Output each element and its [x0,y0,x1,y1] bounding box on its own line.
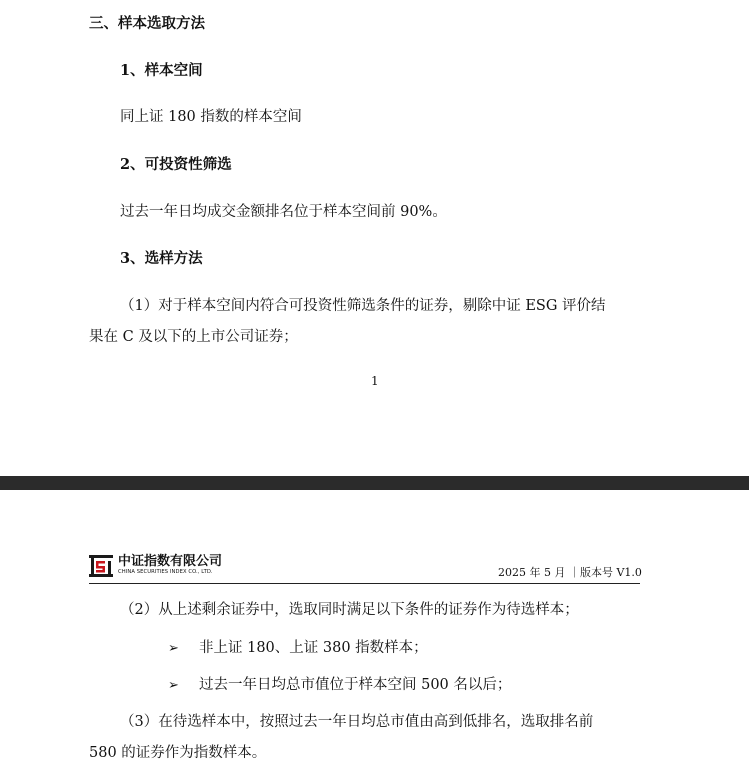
bullet-arrow-icon: ➢ [168,678,179,693]
step1-text-line2: 果在 C 及以下的上市公司证券； [89,329,298,345]
version-info: 2025 年 5 月 ｜版本号 V1.0 [498,566,642,579]
csi-logo-icon [89,555,113,577]
bullet-item-2: 过去一年日均总市值位于样本空间 500 名以后； [199,677,512,693]
sample-space-text: 同上证 180 指数的样本空间 [120,109,302,125]
step1-text-line1: （1）对于样本空间内符合可投资性筛选条件的证券，剔除中证 ESG 评价结 [120,298,606,314]
page-separator [0,476,749,490]
step2-text: （2）从上述剩余证券中，选取同时满足以下条件的证券作为待选样本； [120,602,579,618]
bullet-item-1: 非上证 180、上证 380 指数样本； [199,640,428,656]
logo-chinese-name: 中证指数有限公司 [118,554,223,569]
subsection-title-sample-space: 1、样本空间 [120,62,203,79]
subsection-title-selection-method: 3、选样方法 [120,250,203,267]
header-rule [89,583,640,584]
step3-text-line1: （3）在待选样本中，按照过去一年日均总市值由高到低排名，选取排名前 [120,714,594,730]
logo-english-name: CHINA SECURITIES INDEX CO., LTD. [118,569,213,575]
step3-text-line2: 580 的证券作为指数样本。 [89,745,267,761]
subsection-title-investability: 2、可投资性筛选 [120,156,232,173]
section-title: 三、样本选取方法 [89,15,205,32]
page-number: 1 [371,374,379,388]
company-logo [89,554,249,578]
bullet-arrow-icon: ➢ [168,641,179,656]
investability-text: 过去一年日均成交金额排名位于样本空间前 90%。 [120,204,447,220]
document-page-2 [0,490,749,777]
